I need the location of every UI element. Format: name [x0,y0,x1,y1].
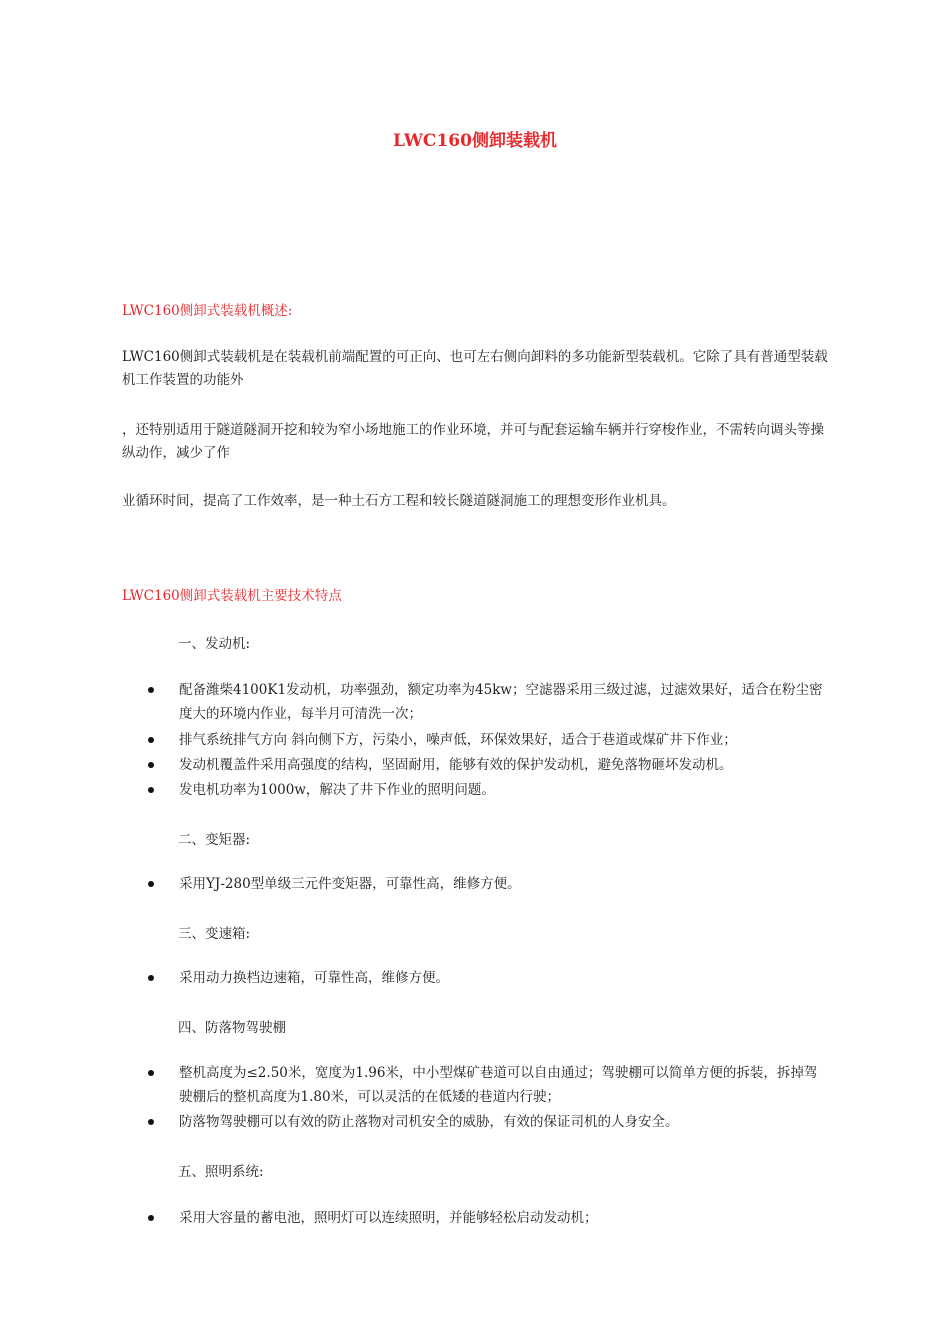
list-item: 采用YJ-280型单级三元件变矩器，可靠性高，维修方便。 [148,872,828,896]
overview-heading: LWC160侧卸式装载机概述: [122,303,293,319]
bullet-icon [148,687,154,693]
section-title-converter: 二、变矩器: [178,832,251,848]
bullet-icon [148,1119,154,1125]
list-item: 排气系统排气方向 斜向侧下方，污染小，噪声低，环保效果好，适合于巷道或煤矿井下作业； [148,728,828,752]
overview-paragraph-2: ，还特别适用于隧道隧洞开挖和较为窄小场地施工的作业环境，并可与配套运输车辆并行穿梭作业，不需转向调头等操纵动作，减少了作 [122,422,824,461]
bullet-icon [148,737,154,743]
section-title-engine: 一、发动机: [178,636,251,652]
list-item: 配备潍柴4100K1发动机，功率强劲，额定功率为45kw；空滤器采用三级过滤，过滤效果好，适合在粉尘密度大的环境内作业，每半月可清洗一次； [148,678,828,726]
bullet-icon [148,975,154,981]
section-title-cab: 四、防落物驾驶棚 [178,1020,286,1036]
list-item: 采用动力换档边速箱，可靠性高，维修方便。 [148,966,828,990]
bullet-icon [148,1070,154,1076]
list-item: 整机高度为≤2.50米，宽度为1.96米，中小型煤矿巷道可以自由通过；驾驶棚可以简单方便的拆装，拆掉驾驶棚后的整机高度为1.80米，可以灵活的在低矮的巷道内行驶； [148,1061,828,1109]
bullet-icon [148,881,154,887]
list-item: 发动机覆盖件采用高强度的结构，坚固耐用，能够有效的保护发动机，避免落物砸坏发动机。 [148,753,828,777]
bullet-icon [148,787,154,793]
bullet-icon [148,762,154,768]
list-item: 发电机功率为1000w，解决了井下作业的照明问题。 [148,778,828,802]
document-title: LWC160侧卸装载机 [393,131,557,151]
overview-paragraph-1: LWC160侧卸式装载机是在装载机前端配置的可正向、也可左右侧向卸料的多功能新型装载机。它除了具有普通型装载机工作装置的功能外 [122,349,828,388]
bullet-icon [148,1215,154,1221]
overview-paragraph-3: 业循环时间，提高了工作效率，是一种土石方工程和较长隧道隧洞施工的理想变形作业机具。 [122,493,676,509]
features-heading: LWC160侧卸式装载机主要技术特点 [122,588,342,604]
section-title-lighting: 五、照明系统: [178,1164,264,1180]
list-item: 采用大容量的蓄电池，照明灯可以连续照明，并能够轻松启动发动机； [148,1206,828,1230]
section-title-gearbox: 三、变速箱: [178,926,251,942]
list-item: 防落物驾驶棚可以有效的防止落物对司机安全的威胁，有效的保证司机的人身安全。 [148,1110,828,1134]
